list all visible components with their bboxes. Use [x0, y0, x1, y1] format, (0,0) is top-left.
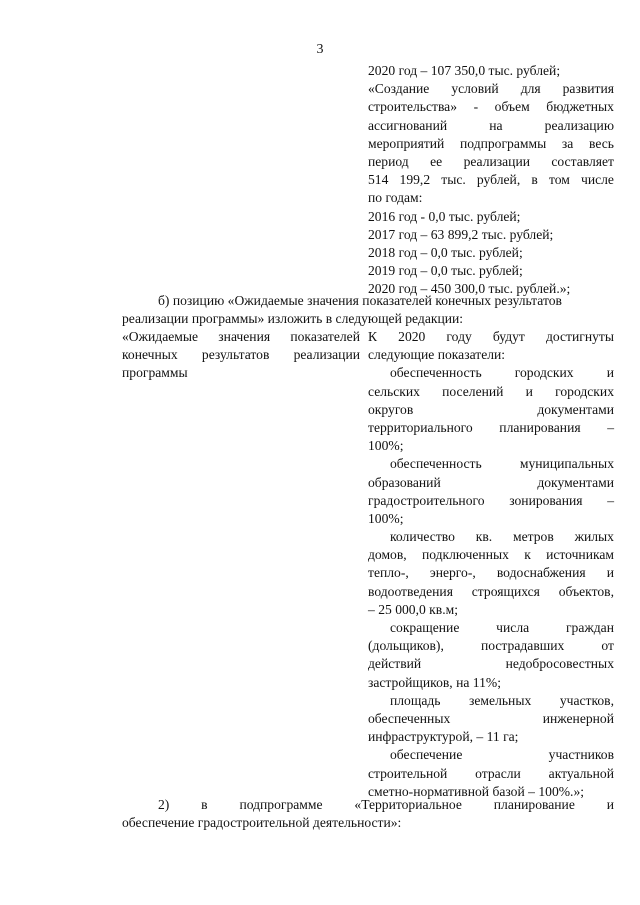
subprogram-text-line — [368, 153, 614, 171]
word: реализации — [463, 153, 530, 169]
word: граждан — [565, 620, 614, 635]
result-indicator-line — [368, 692, 614, 710]
result-indicator-line — [368, 455, 614, 473]
word: водоснабжения — [496, 565, 586, 581]
word: планирования — [499, 419, 581, 435]
result-indicator-line — [368, 746, 614, 764]
years-list — [368, 208, 614, 299]
result-indicator-line — [368, 637, 614, 655]
word: подпрограммы — [460, 135, 547, 151]
word: составляет — [551, 153, 614, 169]
word: развития — [562, 81, 614, 97]
result-indicator-line — [368, 419, 614, 437]
word: рублей, — [476, 172, 521, 188]
expected-results-cell — [368, 328, 614, 801]
result-indicator-line — [368, 492, 614, 510]
word: обеспеченных — [368, 710, 451, 726]
word: подпрограмме — [239, 797, 323, 812]
word: условий — [451, 81, 499, 97]
word: – — [607, 419, 614, 435]
year-funding-item: 2016 год - 0,0 тыс. рублей; — [368, 208, 521, 224]
word: - — [473, 99, 479, 115]
result-indicator-line — [368, 383, 614, 401]
subprogram-text-line — [368, 135, 614, 153]
word: 514 — [368, 172, 389, 188]
word: сокращение — [390, 620, 460, 635]
year-funding-item: 2018 год – 0,0 тыс. рублей; — [368, 244, 523, 260]
word: к — [524, 547, 531, 563]
word: документами — [537, 474, 614, 490]
word: земельных — [469, 692, 532, 708]
word: от — [601, 638, 614, 654]
subprogram-text-line — [368, 117, 614, 135]
word: городских — [514, 365, 574, 381]
word: действий — [368, 656, 422, 672]
word: актуальной — [548, 765, 614, 781]
word: сельских — [368, 383, 420, 399]
word: за — [561, 135, 574, 151]
word: планирование — [493, 797, 575, 812]
word: подключенных — [421, 547, 509, 563]
word: 2020 — [398, 329, 426, 344]
indicators-label-line — [122, 346, 360, 364]
word: 2) — [158, 797, 170, 812]
word: в — [531, 172, 538, 188]
word: объектов, — [558, 583, 614, 599]
word: водоотведения — [368, 583, 453, 599]
subprogram-text-line — [368, 171, 614, 189]
word: пострадавших — [480, 638, 565, 654]
word: весь — [589, 135, 614, 151]
word: на — [489, 117, 503, 133]
word: домов, — [368, 547, 407, 563]
word: «Ожидаемые — [122, 329, 199, 344]
subprogram-funding-text — [368, 80, 614, 189]
subprogram-text-line — [368, 80, 614, 98]
word: в — [201, 797, 208, 812]
word: округов — [368, 401, 414, 417]
funding-2020-line: 2020 год – 107 350,0 тыс. рублей; — [368, 63, 561, 78]
word: образований — [368, 474, 441, 490]
word: площадь — [390, 692, 441, 708]
word: результатов — [201, 347, 270, 363]
result-indicator-item — [368, 528, 614, 619]
word: ее — [430, 153, 443, 169]
word: недобросовестных — [505, 656, 614, 672]
word: ассигнований — [368, 117, 448, 133]
year-funding-item: 2017 год – 63 899,2 тыс. рублей; — [368, 226, 554, 242]
result-indicator-line — [368, 710, 614, 728]
word: количество — [390, 529, 455, 545]
word: территориального — [368, 419, 473, 435]
word: тыс. — [441, 172, 466, 188]
word: и — [606, 565, 614, 581]
result-indicator-line — [368, 401, 614, 419]
paragraph-2-line2: обеспечение градостроительной деятельности»: — [122, 815, 402, 831]
word: реализацию — [544, 117, 614, 133]
word: строительства» — [368, 99, 458, 115]
page-number: 3 — [316, 42, 324, 57]
word: будут — [492, 329, 525, 344]
word: метров — [512, 529, 554, 545]
paragraph-b-line2: реализации программы» изложить в следующей редакции: — [122, 311, 464, 327]
indicators-label-cell — [122, 328, 360, 383]
word: – — [607, 492, 614, 508]
result-indicator-item — [368, 619, 614, 692]
result-indicator-line: 100%; — [368, 510, 404, 526]
paragraph-2-line1 — [122, 796, 614, 814]
word: и — [606, 365, 614, 381]
funding-block — [368, 62, 614, 298]
word: числа — [496, 620, 530, 635]
result-indicator-line — [368, 583, 614, 601]
result-indicator-item — [368, 692, 614, 747]
word: значения — [218, 329, 271, 344]
result-indicator-line: – 25 000,0 кв.м; — [368, 601, 458, 617]
by-years-label: по годам: — [368, 190, 423, 206]
result-indicator-line — [368, 546, 614, 564]
word: период — [368, 153, 409, 169]
result-indicator-item — [368, 455, 614, 528]
word: муниципальных — [519, 456, 614, 472]
indicators-label-line: программы — [122, 365, 188, 381]
result-indicator-line — [368, 474, 614, 492]
word: отрасли — [475, 765, 521, 781]
result-indicator-line — [368, 564, 614, 582]
word: строящихся — [471, 583, 540, 599]
word: и — [525, 383, 533, 399]
word: кв. — [475, 529, 493, 545]
result-indicator-line: 100%; — [368, 438, 404, 454]
word: строительной — [368, 765, 448, 781]
word: для — [520, 81, 541, 97]
word: показателей — [290, 329, 360, 344]
results-intro-line: следующие показатели: — [368, 347, 506, 363]
word: обеспеченность — [390, 365, 482, 381]
word: инженерной — [542, 710, 614, 726]
word: зонирования — [509, 492, 583, 508]
word: поселений — [442, 383, 504, 399]
word: жилых — [574, 529, 614, 545]
word: (дольщиков), — [368, 638, 444, 654]
word: бюджетных — [546, 99, 614, 115]
word: участников — [548, 747, 614, 763]
word: «Территориальное — [354, 797, 462, 812]
subprogram-text-line — [368, 98, 614, 116]
paragraph-2 — [122, 796, 614, 832]
word: «Создание — [368, 81, 430, 97]
word: конечных — [122, 347, 178, 363]
results-intro-line — [368, 328, 614, 346]
word: числе — [580, 172, 614, 188]
word: реализации — [293, 347, 360, 363]
indicators-label-line — [122, 328, 360, 346]
word: и — [606, 797, 614, 812]
word: достигнуты — [545, 329, 614, 344]
result-indicator-item — [368, 364, 614, 455]
paragraph-b-line1: б) позицию «Ожидаемые значения показателей конечных результатов — [158, 293, 562, 308]
year-funding-item: 2019 год – 0,0 тыс. рублей; — [368, 263, 523, 279]
word: городских — [555, 383, 614, 399]
word: обеспеченность — [390, 456, 482, 472]
result-indicator-line: инфраструктурой, – 11 га; — [368, 729, 519, 745]
word: обеспечение — [390, 747, 463, 763]
word: том — [548, 172, 570, 188]
word: объем — [494, 99, 530, 115]
word: мероприятий — [368, 135, 445, 151]
paragraph-b — [122, 292, 614, 328]
word: году — [446, 329, 472, 344]
word: 199,2 — [399, 172, 431, 188]
result-indicator-line — [368, 528, 614, 546]
result-indicator-line — [368, 364, 614, 382]
result-indicator-line: сметно-нормативной базой – 100%.»; — [368, 783, 585, 799]
word: участков, — [559, 692, 614, 708]
word: градостроительного — [368, 492, 485, 508]
word: тепло-, — [368, 565, 409, 581]
result-indicator-line — [368, 765, 614, 783]
word: документами — [537, 401, 614, 417]
word: энерго-, — [429, 565, 476, 581]
result-indicator-line: застройщиков, на 11%; — [368, 674, 501, 690]
word: К — [368, 329, 378, 344]
result-indicator-line — [368, 619, 614, 637]
word: источникам — [546, 547, 614, 563]
result-indicator-item — [368, 746, 614, 801]
result-indicator-line — [368, 655, 614, 673]
year-funding-item: 2020 год – 450 300,0 тыс. рублей.»; — [368, 281, 571, 297]
